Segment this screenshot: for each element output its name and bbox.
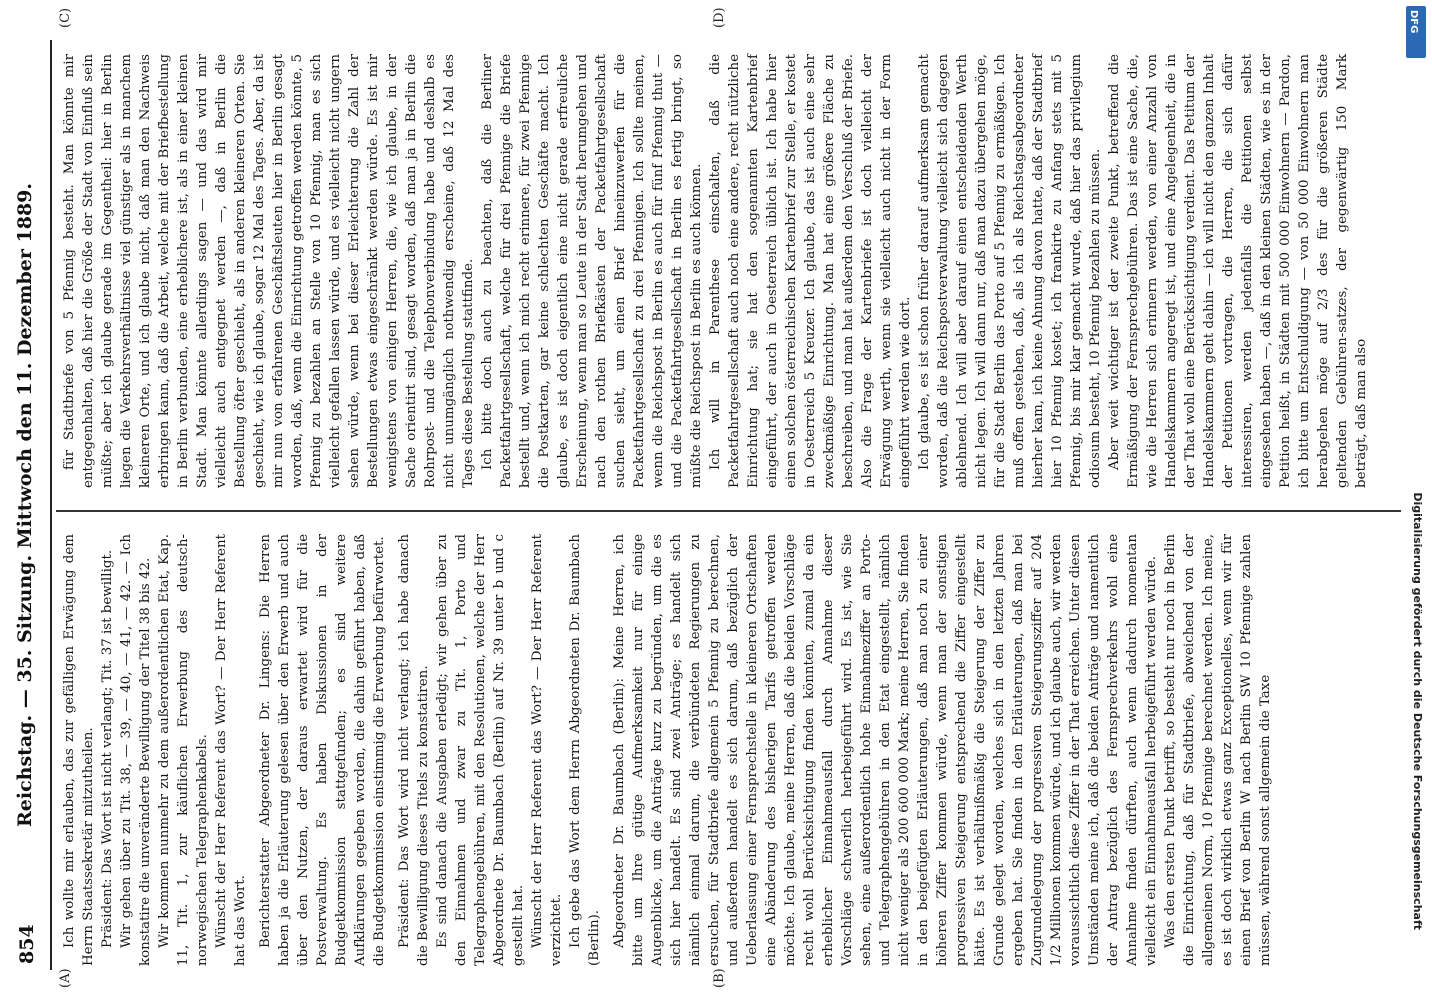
margin-mark-a: (A)	[58, 968, 73, 988]
margin-mark-b: (B)	[712, 968, 727, 988]
paragraph: Ich will in Parenthese einschalten, daß die Packetfahrtgesellschaft auch noch eine andere, recht nützliche Einrichtung hat; sie hat den sogenannten Kartenbrief eingeführt, der auch in Oesterreich üblich ist. Ich habe hier einen solchen österreichischen Kartenbrief zur Stelle, er kostet in Oesterreich 5 Kreuzer. Ich glaube, das ist auch eine sehr zweckmäßige Einrichtung. Man hat eine größere Fläche zu beschreiben, und man hat außerdem den Verschluß der Briefe. Also die Frage der Kartenbriefe ist doch vielleicht der Erwägung werth, wenn sie vielleicht auch nicht in der Form eingeführt werden wie dort.	[708, 54, 913, 488]
page-title: Reichstag. — 35. Sitzung. Mittwoch den 11. Dezember 1889.	[14, 182, 36, 828]
paragraph: für Stadtbriefe von 5 Pfennig besteht. Man könnte mir entgegenhalten, daß hier die Größe der Stadt von Einfluß sein müßte; aber ich glaube gerade im Gegentheil: hier in Berlin liegen die Verkehrsverhältnisse viel günstiger als in manchem kleineren Orte, und ich glaube nicht, daß man den Nachweis erbringen kann, daß die Arbeit, welche mit der Briefbestellung in Berlin verbunden, eine erheblichere ist, als in einer kleinen Stadt. Man könnte allerdings sagen — und das wird mir vielleicht auch entgegnet werden —, daß in Berlin die Bestellung öfter geschieht, als in anderen kleineren Orten. Sie geschieht, wie ich glaube, sogar 12 Mal des Tages. Aber, da ist mir nun von erfahrenen Geschäftsleuten hier in Berlin gesagt worden, daß, wenn die Einrichtung getroffen werden könnte, 5 Pfennig zu bezahlen an Stelle von 10 Pfennig, man es sich vielleicht gefallen lassen würde, und es vielleicht nicht ungern sehen würde, wenn bei dieser Erleichterung die Zahl der Bestellungen etwas eingeschränkt werden würde. Es ist mir wenigstens von einigen Herren, die, wie ich glaube, in der Sache orientirt sind, gesagt worden, daß man ja in Berlin die Rohrpost- und die Telephonverbindung habe und deshalb es nicht unumgänglich nothwendig erscheine, daß 12 Mal des Tages diese Bestellung stattfinde.	[62, 54, 476, 488]
paragraph: Wir gehen über zu Tit. 38, — 39, — 40, — 41, — 42. — Ich konstatire die unveränderte Bewilligung der Titel 38 bis 42.	[119, 534, 153, 966]
paragraph: Präsident: Das Wort ist nicht verlangt; Tit. 37 ist bewilligt.	[100, 549, 115, 948]
paragraph: Wünscht der Herr Referent das Wort? — Der Herr Referent verzichtet.	[530, 534, 564, 966]
paragraph: Was den ersten Punkt betrifft, so besteht nur noch in Berlin die Einrichtung, daß für Stadtbriefe, abweichend von der allgemeinen Norm, 10 Pfennige berechnet werden. Ich meine, es ist doch wirklich etwas ganz Exceptionelles, wenn wir für einen Brief von Berlin W nach Berlin SW 10 Pfennige zahlen müssen, während sonst allgemein die Taxe	[1163, 534, 1273, 966]
page-number: 854	[16, 924, 38, 964]
paragraph: Es sind danach die Ausgaben erledigt; wir gehen über zu den Einnahmen und zwar zu Tit. 1, Porto und Telegraphengebühren, mit den Resolutionen, welche der Herr Abgeordnete Dr. Baumbach (Berlin) auf Nr. 39 unter b und c gestellt hat.	[435, 534, 526, 966]
dfg-logo-label: DFG	[1408, 10, 1419, 34]
paragraph: Abgeordneter Dr. Baumbach (Berlin): Meine Herren, ich bitte um Ihre gütige Aufmerksamkeit nur für einige Augenblicke, um die Anträge kurz zu begründen, um die es sich hier handelt. Es sind zwei Anträge; es handelt sich nämlich einmal darum, die verbündeten Regierungen zu ersuchen, für Stadtbriefe allgemein 5 Pfennig zu berechnen, und außerdem handelt es sich darum, daß bezüglich der Ueberlassung einer Fernsprechstelle in kleineren Ortschaften eine Abänderung des bisherigen Tarifs getroffen werden möchte. Ich glaube, meine Herren, daß die beiden Vorschläge recht wohl Berücksichtigung finden könnten, zumal da ein erheblicher Einnahmeausfall durch Annahme dieser Vorschläge schwerlich herbeigeführt wird. Es ist, wie Sie sehen, eine außerordentlich hohe Einnahmeziffer an Porto- und Telegraphengebühren in den Etat eingestellt, nämlich nicht weniger als 200 600 000 Mark; meine Herren, Sie finden in den beigefügten Erläuterungen, daß man noch zu einer höheren Ziffer kommen würde, wenn man der sonstigen progressiven Steigerung entsprechend die Ziffer eingestellt hätte. Es ist verhältnißmäßig die Steigerung der Ziffer zu Grunde gelegt worden, welches sich in den letzten Jahren ergeben hat. Sie finden in den Erläuterungen, daß man bei Zugrundelegung der progressiven Steigerungsziffer auf 204 1/2 Millionen kommen würde, und ich glaube auch, wir werden voraussichtlich diese Ziffer in der That erreichen. Unter diesen Umständen meine ich, daß die beiden Anträge und namentlich der Antrag bezüglich des Fernsprechverkehrs wohl eine Annahme finden dürften, auch wenn dadurch momentan vielleicht ein Einnahmeausfall herbeigeführt werden würde.	[612, 534, 1159, 966]
paragraph: Ich gebe das Wort dem Herrn Abgeordneten Dr. Baumbach (Berlin).	[568, 534, 602, 966]
paragraph: Wünscht der Herr Referent das Wort? — Der Herr Referent hat das Wort.	[214, 534, 248, 966]
left-column	[60, 534, 1275, 966]
dfg-logo	[1406, 6, 1426, 58]
column-rule	[56, 511, 1401, 513]
paragraph: Ich glaube, es ist schon früher darauf aufmerksam gemacht worden, daß die Reichspostverwaltung vielleicht sich dagegen ablehnend. Ich will aber darauf einen entscheidenden Werth nicht legen. Ich will dann nur, daß man dazu übergehen möge, für die Stadt Berlin das Porto auf 5 Pfennig zu ermäßigen. Ich muß offen gestehen, daß, als ich als Reichstagsabgeordneter hierher kam, ich keine Ahnung davon hatte, daß der Stadtbrief hier 10 Pfennig kostet; ich frankirte zu Anfang stets mit 5 Pfennig, bis mir klar gemacht wurde, daß hier das privilegium odiosum besteht, 10 Pfennig bezahlen zu müssen.	[917, 54, 1103, 488]
paragraph: Ich wollte mir erlauben, das zur gefälligen Erwägung dem Herrn Staatssekretär mitzutheilen.	[62, 534, 96, 966]
paragraph: Berichterstatter Abgeordneter Dr. Lingens: Die Herren haben ja die Erläuterung gelesen über den Erwerb und auch über den Nutzen, der daraus erwartet wird für die Postverwaltung. Es haben Diskussionen in der Budgetkommission stattgefunden; es sind weitere Aufklärungen gegeben worden, die dahin geführt haben, daß die Budgetkommission einstimmig die Erwerbung befürwortet.	[258, 534, 387, 966]
header-rule	[50, 40, 52, 970]
margin-mark-c: (C)	[58, 7, 73, 28]
paragraph: Ich bitte doch auch zu beachten, daß die Berliner Packetfahrtgesellschaft, welche für drei Pfennige die Briefe bestellt und, wenn ich mich recht erinnere, für zwei Pfennige die Postkarten, gar keine schlechten Geschäfte macht. Ich glaube, es ist doch eigentlich eine nicht gerade erfreuliche Erscheinung, wenn man so Leute in der Stadt herumgehen und nach den rothen Briefkästen der Packetfahrtgesellschaft suchen sieht, um einen Brief hineinzuwerfen für die Packetfahrtgesellschaft zu drei Pfennigen. Ich sollte meinen, wenn die Reichspost in Berlin es auch für fünf Pfennig thut — und die Packetfahrtgesellschaft in Berlin es fertig bringt, so müßte die Reichspost in Berlin es auch können.	[480, 54, 704, 488]
paragraph: Aber weit wichtiger ist der zweite Punkt, betreffend die Ermäßigung der Fernsprechgebühren. Das ist eine Sache, die, wie die Herren sich erinnern werden, von einer Anzahl von Handelskammern angeregt ist, und eine Angelegenheit, die in der That wohl eine Berücksichtigung verdient. Das Petitum der Handelskammern geht dahin — ich will nicht den ganzen Inhalt der Petitionen vortragen, die Herren, die sich dafür interessiren, werden jedenfalls die Petitionen selbst eingesehen haben —, daß in den kleinen Städten, wie es in der Petition heißt, in Städten mit 500 000 Einwohnern — Pardon, ich bitte um Entschuldigung — von 50 000 Einwohnern man herabgehen möge auf 2/3 des für die größeren Städte geltenden Gebühren-satzes, der gegenwärtig 150 Mark beträgt, daß man also	[1107, 54, 1369, 488]
credit-text: Digitalisierung gefördert durch die Deutsche Forschungsgemeinschaft	[1411, 492, 1424, 930]
paragraph: Präsident: Das Wort wird nicht verlangt; ich habe danach die Bewilligung dieses Titels zu konstatiren.	[397, 534, 431, 966]
right-column	[60, 54, 1371, 488]
margin-mark-d: (D)	[712, 7, 727, 28]
page-header	[6, 40, 46, 970]
digitization-credit	[1406, 70, 1424, 930]
paragraph: Wir kommen nunmehr zu dem außerordentlichen Etat, Kap. 11, Tit. 1, zur käuflichen Erwerbung des deutsch-norwegischen Telegraphenkabels.	[157, 534, 210, 966]
